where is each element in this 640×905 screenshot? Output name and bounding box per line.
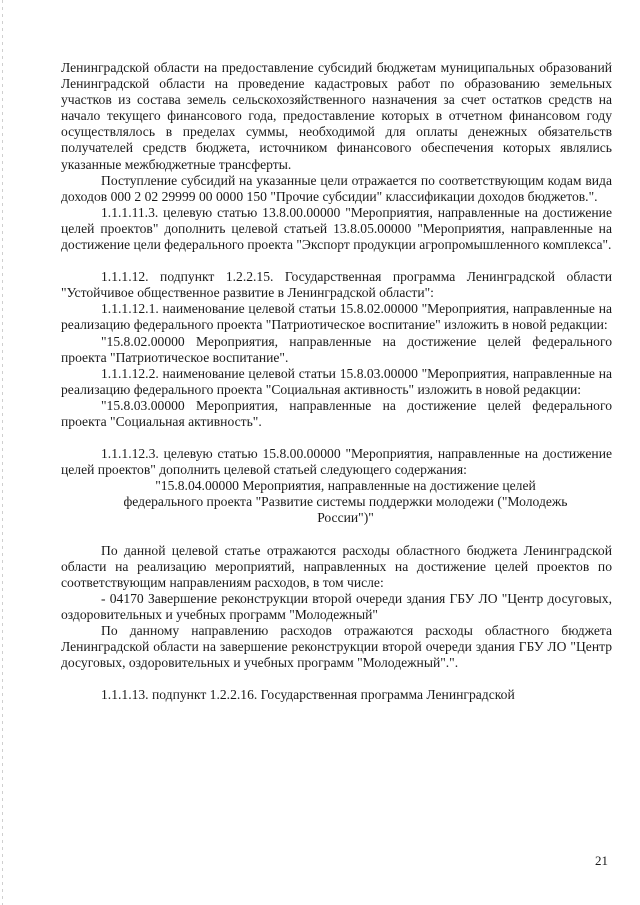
paragraph-target-article-description: По данной целевой статье отражаются расходы областного бюджета Ленинградской области на реализацию мероприятий, направленных на достижение целей проектов по соответствующим направлениям расходов, в том числе: bbox=[61, 542, 612, 590]
paragraph-new-wording-15-8-03: "15.8.03.00000 Мероприятия, направленные на достижение целей федерального проекта "Социальная активность". bbox=[61, 397, 612, 429]
paragraph-item-1-1-1-11-3: 1.1.1.11.3. целевую статью 13.8.00.00000 "Мероприятия, направленные на достижение целей проектов" дополнить целевой статьей 13.8.05.00000 "Мероприятия, направленные на достижение цели федерального проекта "Экспорт продукции агропромышленного комплекса". bbox=[61, 204, 612, 253]
paragraph-direction-04170: - 04170 Завершение реконструкции второй очереди здания ГБУ ЛО "Центр досуговых, оздоровительных и учебных программ "Молодежный" bbox=[61, 590, 612, 622]
paragraph-item-1-1-1-13: 1.1.1.13. подпункт 1.2.2.16. Государственная программа Ленинградской bbox=[101, 687, 515, 703]
document-body bbox=[61, 60, 612, 703]
paragraph-subsidies-continuation: Ленинградской области на предоставление субсидий бюджетам муниципальных образований Ленинградской области на проведение кадастровых работ по образованию земельных участков из состава земель сельскохозяйственного назначения за счет остатков средств на начало текущего финансового года, предоставление которых в отчетном финансовом году осуществлялось в пределах суммы, необходимой для оплаты денежных обязательств получателей средств бюджета, источником финансового обеспечения которых являлись указанные межбюджетные трансферты. bbox=[61, 60, 612, 172]
paragraph-item-1-1-1-12-3: 1.1.1.12.3. целевую статью 15.8.00.00000 "Мероприятия, направленные на достижение целей проектов" дополнить целевой статьей следующего содержания: bbox=[61, 446, 612, 478]
paragraph-item-1-1-1-12-1: 1.1.1.12.1. наименование целевой статьи 15.8.02.00000 "Мероприятия, направленные на реализацию федерального проекта "Патриотическое воспитание" изложить в новой редакции: bbox=[61, 301, 612, 333]
paragraph-new-wording-15-8-02: "15.8.02.00000 Мероприятия, направленные на достижение целей федерального проекта "Патриотическое воспитание". bbox=[61, 333, 612, 365]
paragraph-subsidies-income-codes: Поступление субсидий на указанные цели отражается по соответствующим кодам вида доходов 000 2 02 29999 00 0000 150 "Прочие субсидии" классификации доходов бюджетов.". bbox=[61, 172, 612, 204]
scan-edge-artifact bbox=[2, 0, 3, 905]
paragraph-item-1-1-1-12: 1.1.1.12. подпункт 1.2.2.15. Государственная программа Ленинградской области "Устойчивое общественное развитие в Ленинградской области": bbox=[61, 269, 612, 301]
paragraph-item-1-1-1-12-2: 1.1.1.12.2. наименование целевой статьи 15.8.03.00000 "Мероприятия, направленные на реализацию федерального проекта "Социальная активность" изложить в новой редакции: bbox=[61, 365, 612, 397]
paragraph-target-article-15-8-04: "15.8.04.00000 Мероприятия, направленные на достижение целей федерального проекта "Развитие системы поддержки молодежи ("Молодежь России")" bbox=[123, 478, 568, 526]
page-number: 21 bbox=[595, 853, 608, 868]
paragraph-direction-04170-description: По данному направлению расходов отражаются расходы областного бюджета Ленинградской области на завершение реконструкции второй очереди здания ГБУ ЛО "Центр досуговых, оздоровительных и учебных программ "Молодежный".". bbox=[61, 623, 612, 671]
